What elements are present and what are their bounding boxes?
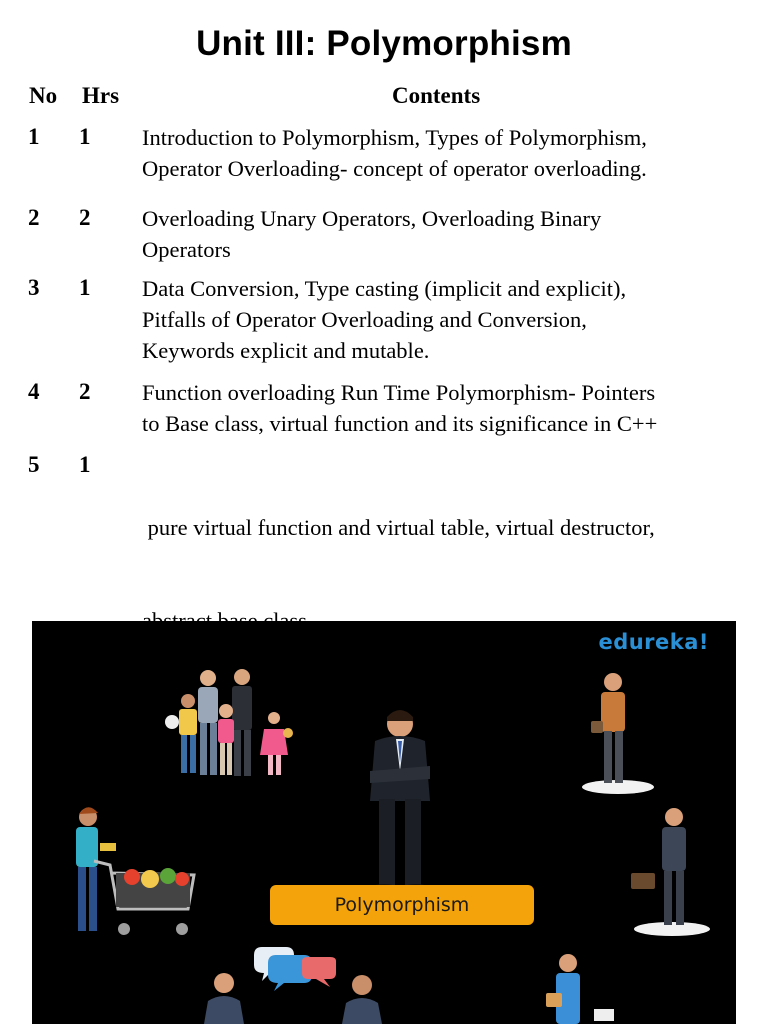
page-title: Unit III: Polymorphism (196, 24, 572, 63)
row-2-no: 2 (28, 205, 40, 230)
row-3-line-1: Data Conversion, Type casting (implicit and explicit), (142, 276, 627, 301)
row-5-no: 5 (28, 452, 40, 477)
header-hrs: Hrs (82, 83, 120, 108)
row-4-no: 4 (28, 379, 40, 404)
row-2-hrs: 2 (79, 205, 91, 230)
row-4-contents (142, 377, 742, 439)
businessman-figure (370, 710, 430, 894)
delivery-man-figure (546, 954, 614, 1024)
row-3-contents (142, 273, 742, 366)
row-2-line-1: Overloading Unary Operators, Overloading Binary (142, 206, 602, 231)
row-3-line-2: Pitfalls of Operator Overloading and Conversion, (142, 307, 587, 332)
row-3-hrs: 1 (79, 275, 91, 300)
illustration-figures (32, 621, 736, 1024)
polymorphism-illustration (32, 621, 736, 1024)
row-4-line-1: Function overloading Run Time Polymorphism- Pointers (142, 380, 656, 405)
family-figure (165, 669, 293, 776)
businessman-briefcase-figure (631, 808, 710, 936)
row-1-line-2: Operator Overloading- concept of operator overloading. (142, 156, 647, 181)
header-no: No (29, 83, 58, 108)
row-4-hrs: 2 (79, 379, 91, 404)
polymorphism-label: Polymorphism (270, 885, 534, 925)
row-3-no: 3 (28, 275, 40, 300)
row-1-hrs: 1 (79, 124, 91, 149)
row-4-line-2: to Base class, virtual function and its significance in C++ (142, 411, 658, 436)
edureka-logo: edureka! (598, 630, 709, 654)
header-contents: Contents (392, 83, 481, 108)
row-5-hrs: 1 (79, 452, 91, 477)
row-1-no: 1 (28, 124, 40, 149)
row-2-contents (142, 203, 742, 265)
row-2-line-2: Operators (142, 237, 231, 262)
meeting-figures (204, 947, 382, 1024)
row-1-line-1: Introduction to Polymorphism, Types of Polymorphism, (142, 125, 647, 150)
casual-man-figure (582, 673, 654, 794)
row-5-line-1: pure virtual function and virtual table, virtual destructor, (142, 515, 655, 540)
shopping-cart-icon (94, 861, 194, 935)
row-1-contents (142, 122, 742, 184)
row-3-line-3: Keywords explicit and mutable. (142, 338, 430, 363)
